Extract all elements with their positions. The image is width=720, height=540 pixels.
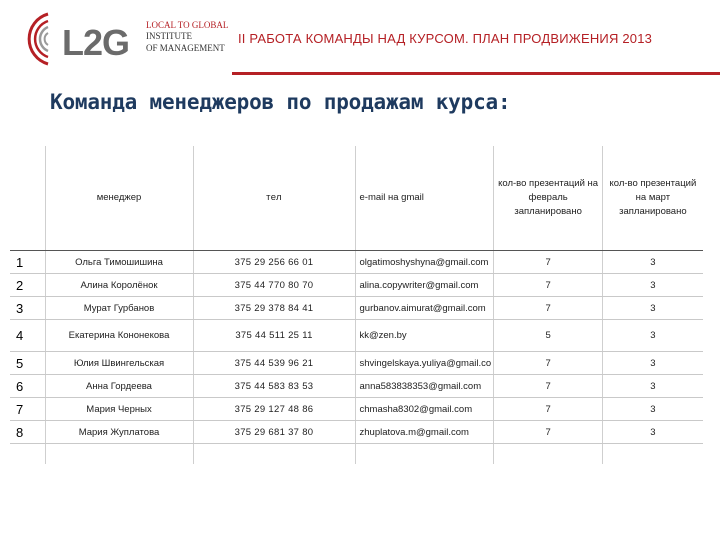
manager-name: Анна Гордеева (45, 375, 193, 398)
header-num-cell (10, 146, 45, 251)
email-address: chmasha8302@gmail.com (355, 398, 494, 421)
row-number: 7 (10, 398, 45, 421)
row-number: 5 (10, 352, 45, 375)
logo-line2: INSTITUTE (146, 31, 192, 41)
phone-number: 375 44 770 80 70 (193, 274, 355, 297)
row-number: 4 (10, 320, 45, 352)
tail-cell (193, 444, 355, 465)
header-manager: менеджер (45, 146, 193, 251)
table-row (10, 320, 703, 352)
managers-table (10, 146, 703, 464)
mar-presentations: 3 (603, 352, 703, 375)
logo-line3: OF MANAGEMENT (146, 43, 225, 53)
email-address: gurbanov.aimurat@gmail.com (355, 297, 494, 320)
phone-number: 375 44 511 25 11 (193, 320, 355, 352)
managers-table-area (0, 146, 720, 466)
manager-name: Мария Жуплатова (45, 421, 193, 444)
feb-presentations: 7 (494, 274, 603, 297)
table-row (10, 421, 703, 444)
feb-presentations: 7 (494, 297, 603, 320)
manager-name: Мария Черных (45, 398, 193, 421)
row-number: 6 (10, 375, 45, 398)
header-email: e-mail на gmail (355, 146, 494, 251)
row-number: 1 (10, 251, 45, 274)
manager-name: Юлия Швингельская (45, 352, 193, 375)
table-header-row (10, 146, 703, 251)
table-body (10, 251, 703, 444)
phone-number: 375 29 378 84 41 (193, 297, 355, 320)
mar-presentations: 3 (603, 274, 703, 297)
tail-cell (355, 444, 494, 465)
page-title: Команда менеджеров по продажам курса: (50, 90, 511, 114)
manager-name: Мурат Гурбанов (45, 297, 193, 320)
phone-number: 375 29 681 37 80 (193, 421, 355, 444)
email-address: zhuplatova.m@gmail.com (355, 421, 494, 444)
feb-presentations: 7 (494, 421, 603, 444)
feb-presentations: 7 (494, 375, 603, 398)
feb-presentations: 7 (494, 352, 603, 375)
mar-presentations: 3 (603, 398, 703, 421)
tail-cell (494, 444, 603, 465)
logo-mark: L2G (62, 22, 130, 63)
tail-cell (10, 444, 45, 465)
table-row (10, 297, 703, 320)
phone-number: 375 44 539 96 21 (193, 352, 355, 375)
feb-presentations: 7 (494, 251, 603, 274)
section-title: II РАБОТА КОМАНДЫ НАД КУРСОМ. ПЛАН ПРОДВИЖЕНИЯ 2013 (238, 31, 653, 46)
manager-name: Екатерина Кононекова (45, 320, 193, 352)
feb-presentations: 5 (494, 320, 603, 352)
email-address: alina.copywriter@gmail.com (355, 274, 494, 297)
logo-arc-2 (35, 21, 48, 57)
table-row (10, 352, 703, 375)
header-mar: кол-во презентаций на март запланировано (603, 146, 703, 251)
header-phone: тел (193, 146, 355, 251)
header-feb: кол-во презентаций на февраль запланировано (494, 146, 603, 251)
mar-presentations: 3 (603, 375, 703, 398)
email-address: anna583838353@gmail.com (355, 375, 494, 398)
l2g-logo (18, 8, 228, 68)
header-rule (232, 72, 720, 75)
table-tail-row (10, 444, 703, 465)
phone-number: 375 29 256 66 01 (193, 251, 355, 274)
mar-presentations: 3 (603, 297, 703, 320)
mar-presentations: 3 (603, 251, 703, 274)
tail-cell (45, 444, 193, 465)
table-row (10, 274, 703, 297)
email-address: kk@zen.by (355, 320, 494, 352)
feb-presentations: 7 (494, 398, 603, 421)
logo-arc-4 (45, 33, 48, 45)
manager-name: Ольга Тимошишина (45, 251, 193, 274)
logo-line1: LOCAL TO GLOBAL (146, 20, 228, 30)
mar-presentations: 3 (603, 320, 703, 352)
manager-name: Алина Королёнок (45, 274, 193, 297)
table-row (10, 251, 703, 274)
phone-number: 375 44 583 83 53 (193, 375, 355, 398)
email-address: shvingelskaya.yuliya@gmail.co (355, 352, 494, 375)
table-row (10, 375, 703, 398)
slide-header (0, 0, 720, 76)
table-row (10, 398, 703, 421)
row-number: 3 (10, 297, 45, 320)
tail-cell (603, 444, 703, 465)
email-address: olgatimoshyshyna@gmail.com (355, 251, 494, 274)
row-number: 8 (10, 421, 45, 444)
phone-number: 375 29 127 48 86 (193, 398, 355, 421)
row-number: 2 (10, 274, 45, 297)
mar-presentations: 3 (603, 421, 703, 444)
